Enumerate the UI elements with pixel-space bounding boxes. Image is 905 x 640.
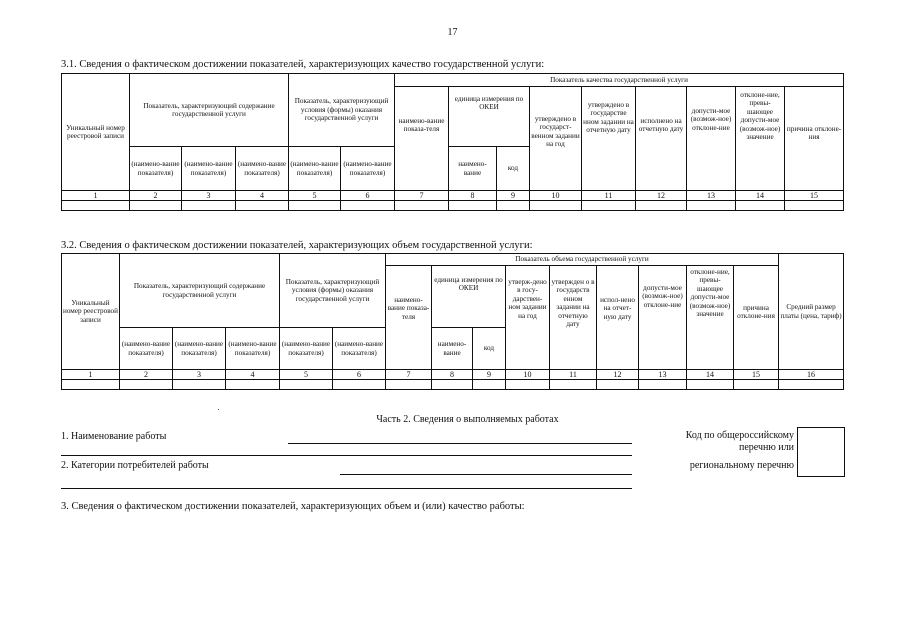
table-row [62,380,844,390]
header-average-fee: Средний размер платы (цена, тариф) [779,254,844,370]
header-sub-name: (наимено-вание показателя) [333,328,386,370]
col-num: 5 [280,370,333,380]
header-unit: единица измерения по ОКЕИ [449,87,530,147]
header-allowed-deviation: допусти-мое (возмож-ное) отклоне-ние [687,87,736,191]
col-num: 10 [530,191,582,201]
col-num: 4 [226,370,280,380]
header-approved-year: утверждено в государст-венном задании на год [530,87,582,191]
col-num: 10 [506,370,550,380]
header-unit-code: код [497,147,530,191]
header-conditions-indicator: Показатель, характеризующий условия (формы) оказания государственной услуги [289,74,395,147]
col-num: 8 [432,370,473,380]
part2-title: Часть 2. Сведения о выполняемых работах [376,414,559,425]
section-3-2-title: 3.2. Сведения о фактическом достижении показателей, характеризующих объем государственной услуги: [61,240,533,251]
col-num: 1 [62,370,120,380]
header-volume-indicator: Показатель объема государственной услуги [386,254,779,266]
header-executed: испол-нено на отчет-ную дату [597,266,639,370]
header-conditions-indicator: Показатель, характеризующий условия (формы) оказания государственной услуги [280,254,386,328]
work-name-field-line2[interactable] [61,455,632,456]
consumers-field-line2[interactable] [61,488,632,489]
header-quality-indicator: Показатель качества государственной услуги [395,74,844,87]
col-num: 3 [182,191,236,201]
col-num: 11 [582,191,636,201]
header-unit-code: код [473,328,506,370]
header-approved-year: утверж-дено в госу-дарствен-ном задании на год [506,266,550,370]
header-unique-record: Уникальный номер реестровой записи [62,254,120,370]
col-num: 2 [120,370,173,380]
code-label-2: перечню или [738,442,794,453]
header-sub-name: (наимено-вание показателя) [226,328,280,370]
col-num: 4 [236,191,289,201]
header-allowed-deviation: допусти-мое (возмож-ное) отклоне-ние [639,266,687,370]
quality-table [61,73,844,211]
col-num: 15 [734,370,779,380]
work-name-field[interactable] [288,443,632,444]
col-num: 13 [639,370,687,380]
header-content-indicator: Показатель, характеризующий содержание государственной услуги [130,74,289,147]
header-sub-name: (наимено-вание показателя) [341,147,395,191]
header-executed: исполнено на отчетную дату [636,87,687,191]
work-name-label: 1. Наименование работы [61,431,167,442]
header-content-indicator: Показатель, характеризующий содержание государственной услуги [120,254,280,328]
page-number: 17 [447,27,458,38]
col-num: 15 [785,191,844,201]
col-num: 5 [289,191,341,201]
col-num: 7 [386,370,432,380]
section-3-title: 3. Сведения о фактическом достижении показателей, характеризующих объем и (или) качество работы: [61,501,525,512]
col-num: 13 [687,191,736,201]
col-num: 8 [449,191,497,201]
header-unit: единица измерения по ОКЕИ [432,266,506,328]
header-approved-date: утвержден о в государств енном задании на отчетную дату [550,266,597,370]
header-approved-date: утверждено в государстве нном задании на отчетную дату [582,87,636,191]
col-num: 11 [550,370,597,380]
header-reason: причина отклоне-ния [785,87,844,191]
col-num: 9 [473,370,506,380]
consumers-label: 2. Категории потребителей работы [61,460,209,471]
header-reason: причина отклоне-ния [734,266,779,370]
col-num: 7 [395,191,449,201]
col-num: 3 [173,370,226,380]
col-num: 14 [736,191,785,201]
col-num: 1 [62,191,130,201]
table-row [62,201,844,211]
volume-table [61,253,844,390]
header-sub-name: (наимено-вание показателя) [120,328,173,370]
code-box[interactable] [797,427,845,477]
header-indicator-name: наимено-вание показа-теля [386,266,432,370]
header-excess-deviation: отклоне-ние, превы-шающее допусти-мое (возмож-ное) значение [687,266,734,370]
header-sub-name: (наимено-вание показателя) [130,147,182,191]
col-num: 12 [636,191,687,201]
col-num: 16 [779,370,844,380]
header-sub-name: (наимено-вание показателя) [236,147,289,191]
header-unique-record: Уникальный номер реестровой записи [62,74,130,191]
header-sub-name: (наимено-вание показателя) [289,147,341,191]
header-sub-name: (наимено-вание показателя) [280,328,333,370]
header-indicator-name: наимено-вание показа-теля [395,87,449,191]
col-num: 14 [687,370,734,380]
header-sub-name: (наимено-вание показателя) [173,328,226,370]
col-num: 6 [333,370,386,380]
header-unit-name: наимено-вание [449,147,497,191]
header-unit-name: наимено-вание [432,328,473,370]
scan-dot [218,409,219,410]
code-label-3: региональному перечню [689,460,794,471]
col-num: 9 [497,191,530,201]
col-num: 2 [130,191,182,201]
header-sub-name: (наимено-вание показателя) [182,147,236,191]
section-3-1-title: 3.1. Сведения о фактическом достижении показателей, характеризующих качество государственной услуги: [61,59,545,70]
consumers-field[interactable] [340,474,632,475]
col-num: 6 [341,191,395,201]
column-numbers-row [62,191,844,201]
column-numbers-row [62,370,844,380]
code-label-1: Код по общероссийскому [685,430,794,441]
col-num: 12 [597,370,639,380]
header-excess-deviation: отклоне-ние, превы-шающее допусти-мое (возмож-ное) значение [736,87,785,191]
